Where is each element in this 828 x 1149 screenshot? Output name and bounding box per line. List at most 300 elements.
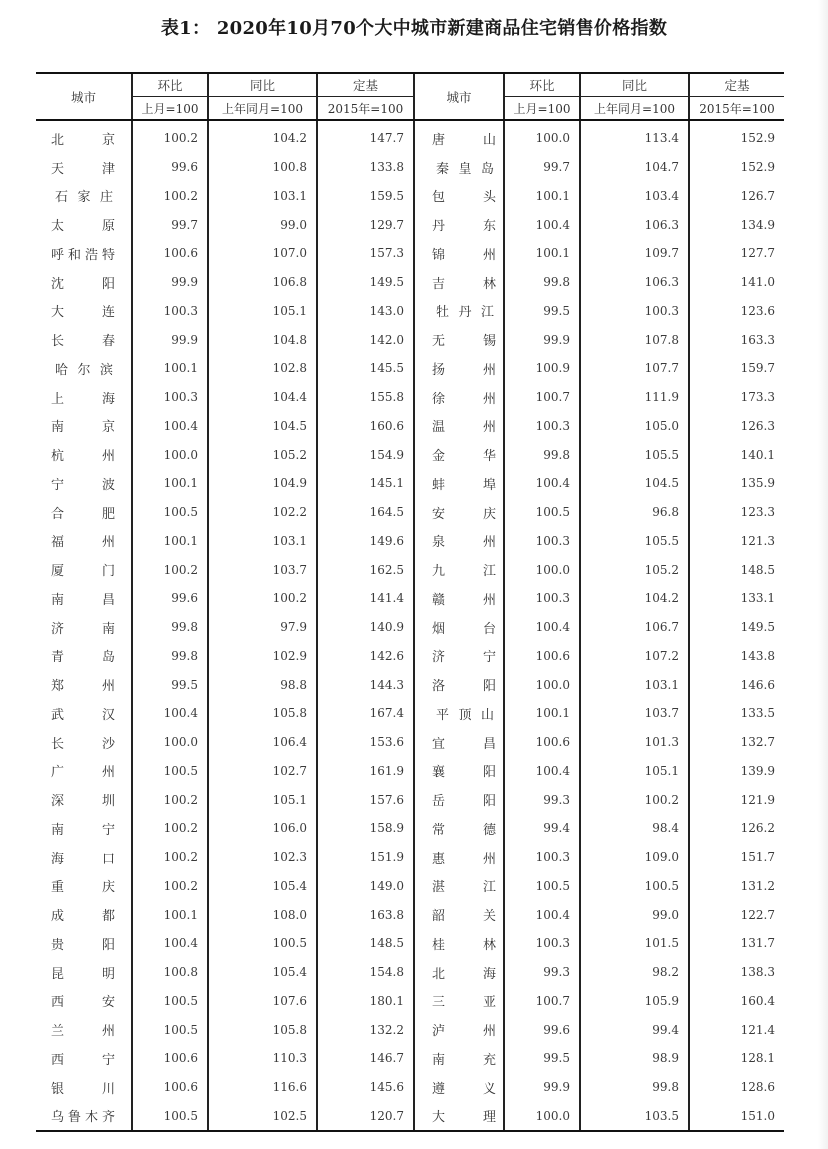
city-name: 温州 [432, 420, 496, 436]
fixed-cell-right: 128.6 [689, 1073, 784, 1102]
city-name: 烟台 [432, 621, 496, 637]
fixed-cell: 144.3 [317, 670, 414, 699]
yoy-cell: 106.0 [208, 814, 317, 843]
mom-cell-right: 100.1 [504, 182, 580, 211]
city-cell [36, 728, 132, 757]
mom-cell: 100.1 [132, 469, 208, 498]
mom-cell-right: 100.4 [504, 613, 580, 642]
yoy-cell-right: 103.5 [580, 1102, 689, 1132]
fixed-cell-right: 152.9 [689, 120, 784, 153]
city-cell [36, 469, 132, 498]
fixed-cell-right: 126.2 [689, 814, 784, 843]
mom-cell-right: 100.7 [504, 383, 580, 412]
city-name: 蚌埠 [432, 477, 496, 493]
city-name: 乌鲁木齐 [51, 1110, 115, 1126]
mom-cell: 100.8 [132, 958, 208, 987]
mom-cell-right: 100.3 [504, 412, 580, 441]
yoy-cell: 103.7 [208, 555, 317, 584]
city-name: 天津 [51, 161, 115, 177]
city-name: 无锡 [432, 334, 496, 350]
mom-cell-right: 100.0 [504, 120, 580, 153]
table-row [36, 1015, 784, 1044]
yoy-cell-right: 101.5 [580, 929, 689, 958]
yoy-cell-right: 113.4 [580, 120, 689, 153]
city-cell [36, 1044, 132, 1073]
city-cell [36, 325, 132, 354]
city-name: 海口 [51, 851, 115, 867]
yoy-cell-right: 106.7 [580, 613, 689, 642]
yoy-cell-right: 106.3 [580, 268, 689, 297]
city-name: 金华 [432, 449, 496, 465]
mom-cell: 99.7 [132, 210, 208, 239]
city-cell-right [414, 182, 504, 211]
page-edge-shadow [818, 0, 828, 1149]
yoy-cell-right: 98.4 [580, 814, 689, 843]
fixed-cell: 159.5 [317, 182, 414, 211]
fixed-cell: 149.5 [317, 268, 414, 297]
city-name: 徐州 [432, 391, 496, 407]
yoy-cell-right: 100.2 [580, 785, 689, 814]
city-name: 泉州 [432, 535, 496, 551]
city-cell-right [414, 584, 504, 613]
city-cell-right [414, 642, 504, 671]
mom-cell-right: 100.6 [504, 728, 580, 757]
city-name: 扬州 [432, 362, 496, 378]
table-row [36, 440, 784, 469]
mom-cell-right: 99.9 [504, 1073, 580, 1102]
city-name: 北海 [432, 966, 496, 982]
city-cell [36, 757, 132, 786]
mom-cell-right: 100.6 [504, 642, 580, 671]
table-row [36, 239, 784, 268]
city-name: 南京 [51, 420, 115, 436]
table-row [36, 354, 784, 383]
mom-cell: 100.4 [132, 412, 208, 441]
city-cell [36, 412, 132, 441]
city-cell-right [414, 440, 504, 469]
mom-cell-right: 100.4 [504, 757, 580, 786]
yoy-cell: 106.8 [208, 268, 317, 297]
fixed-cell: 149.6 [317, 527, 414, 556]
city-name: 泸州 [432, 1024, 496, 1040]
city-cell [36, 613, 132, 642]
city-cell-right [414, 843, 504, 872]
mom-cell-right: 100.7 [504, 987, 580, 1016]
fixed-cell: 141.4 [317, 584, 414, 613]
mom-cell-right: 99.8 [504, 268, 580, 297]
mom-cell: 100.0 [132, 440, 208, 469]
mom-cell: 100.3 [132, 297, 208, 326]
city-cell-right [414, 900, 504, 929]
fixed-cell: 154.8 [317, 958, 414, 987]
fixed-cell-right: 159.7 [689, 354, 784, 383]
city-cell [36, 239, 132, 268]
fixed-cell: 160.6 [317, 412, 414, 441]
fixed-cell-right: 149.5 [689, 613, 784, 642]
mom-cell-right: 99.6 [504, 1015, 580, 1044]
mom-cell: 99.6 [132, 584, 208, 613]
fixed-cell: 145.6 [317, 1073, 414, 1102]
yoy-cell: 100.8 [208, 153, 317, 182]
fixed-cell-right: 126.7 [689, 182, 784, 211]
mom-cell-right: 99.7 [504, 153, 580, 182]
mom-cell: 100.5 [132, 987, 208, 1016]
yoy-cell-right: 99.4 [580, 1015, 689, 1044]
city-cell-right [414, 498, 504, 527]
yoy-cell-right: 104.5 [580, 469, 689, 498]
city-name: 贵阳 [51, 937, 115, 953]
city-cell [36, 900, 132, 929]
city-cell-right [414, 1102, 504, 1132]
table-row [36, 613, 784, 642]
fixed-cell-right: 131.7 [689, 929, 784, 958]
fixed-cell: 180.1 [317, 987, 414, 1016]
mom-cell-right: 100.4 [504, 469, 580, 498]
yoy-cell-right: 100.3 [580, 297, 689, 326]
mom-cell: 100.6 [132, 239, 208, 268]
fixed-cell: 146.7 [317, 1044, 414, 1073]
city-name: 西宁 [51, 1052, 115, 1068]
city-name: 秦皇岛 [436, 161, 494, 177]
mom-cell: 100.0 [132, 728, 208, 757]
fixed-cell-right: 138.3 [689, 958, 784, 987]
city-name: 赣州 [432, 592, 496, 608]
table-row [36, 987, 784, 1016]
city-name: 福州 [51, 535, 115, 551]
yoy-cell: 116.6 [208, 1073, 317, 1102]
mom-cell-right: 99.8 [504, 440, 580, 469]
fixed-cell: 164.5 [317, 498, 414, 527]
city-name: 长春 [51, 334, 115, 350]
mom-cell-right: 100.5 [504, 872, 580, 901]
city-cell [36, 584, 132, 613]
city-name: 南充 [432, 1052, 496, 1068]
header-yoy-base-right: 上年同月=100 [580, 97, 689, 121]
city-name: 安庆 [432, 506, 496, 522]
city-name: 包头 [432, 190, 496, 206]
yoy-cell-right: 109.0 [580, 843, 689, 872]
city-cell-right [414, 412, 504, 441]
yoy-cell: 102.9 [208, 642, 317, 671]
yoy-cell: 106.4 [208, 728, 317, 757]
fixed-cell: 129.7 [317, 210, 414, 239]
city-name: 深圳 [51, 794, 115, 810]
fixed-cell-right: 163.3 [689, 325, 784, 354]
mom-cell: 100.2 [132, 120, 208, 153]
yoy-cell: 102.8 [208, 354, 317, 383]
mom-cell: 99.9 [132, 268, 208, 297]
table-row [36, 210, 784, 239]
fixed-cell-right: 133.5 [689, 699, 784, 728]
city-name: 韶关 [432, 909, 496, 925]
fixed-cell: 158.9 [317, 814, 414, 843]
city-name: 丹东 [432, 219, 496, 235]
city-name: 襄阳 [432, 765, 496, 781]
city-name: 大理 [432, 1110, 496, 1126]
fixed-cell: 148.5 [317, 929, 414, 958]
yoy-cell-right: 107.2 [580, 642, 689, 671]
fixed-cell: 145.5 [317, 354, 414, 383]
city-name: 广州 [51, 765, 115, 781]
city-cell [36, 297, 132, 326]
mom-cell-right: 99.5 [504, 297, 580, 326]
fixed-cell-right: 121.4 [689, 1015, 784, 1044]
mom-cell-right: 99.3 [504, 785, 580, 814]
city-name: 常德 [432, 822, 496, 838]
fixed-cell-right: 121.9 [689, 785, 784, 814]
header-city-right: 城市 [414, 73, 504, 120]
fixed-cell-right: 132.7 [689, 728, 784, 757]
table-row [36, 699, 784, 728]
yoy-cell-right: 109.7 [580, 239, 689, 268]
table-row [36, 555, 784, 584]
table-row [36, 872, 784, 901]
yoy-cell: 107.0 [208, 239, 317, 268]
table-row [36, 584, 784, 613]
city-cell-right [414, 527, 504, 556]
fixed-cell: 147.7 [317, 120, 414, 153]
mom-cell: 99.8 [132, 613, 208, 642]
city-name: 厦门 [51, 564, 115, 580]
city-cell-right [414, 210, 504, 239]
header-mom-right: 环比 [504, 73, 580, 97]
price-index-table [36, 72, 784, 1132]
yoy-cell: 104.8 [208, 325, 317, 354]
city-name: 太原 [51, 219, 115, 235]
city-cell [36, 843, 132, 872]
yoy-cell-right: 98.2 [580, 958, 689, 987]
mom-cell-right: 100.3 [504, 527, 580, 556]
yoy-cell: 97.9 [208, 613, 317, 642]
fixed-cell: 161.9 [317, 757, 414, 786]
yoy-cell: 105.8 [208, 699, 317, 728]
city-name: 西安 [51, 995, 115, 1011]
city-name: 重庆 [51, 880, 115, 896]
fixed-cell: 153.6 [317, 728, 414, 757]
city-cell-right [414, 929, 504, 958]
city-cell [36, 814, 132, 843]
city-name: 宜昌 [432, 736, 496, 752]
fixed-cell-right: 122.7 [689, 900, 784, 929]
city-cell-right [414, 239, 504, 268]
header-yoy-right: 同比 [580, 73, 689, 97]
yoy-cell-right: 99.0 [580, 900, 689, 929]
city-cell [36, 120, 132, 153]
fixed-cell-right: 123.3 [689, 498, 784, 527]
yoy-cell: 105.1 [208, 297, 317, 326]
city-cell-right [414, 268, 504, 297]
yoy-cell: 105.2 [208, 440, 317, 469]
fixed-cell: 157.6 [317, 785, 414, 814]
fixed-cell: 163.8 [317, 900, 414, 929]
yoy-cell-right: 105.1 [580, 757, 689, 786]
mom-cell: 100.1 [132, 527, 208, 556]
yoy-cell-right: 101.3 [580, 728, 689, 757]
city-name: 三亚 [432, 995, 496, 1011]
table-row [36, 120, 784, 153]
fixed-cell: 140.9 [317, 613, 414, 642]
yoy-cell: 105.4 [208, 872, 317, 901]
mom-cell: 100.5 [132, 498, 208, 527]
city-name: 呼和浩特 [51, 247, 115, 263]
mom-cell: 99.8 [132, 642, 208, 671]
yoy-cell: 108.0 [208, 900, 317, 929]
header-fixed-right: 定基 [689, 73, 784, 97]
mom-cell-right: 99.4 [504, 814, 580, 843]
city-name: 惠州 [432, 851, 496, 867]
table-row [36, 1044, 784, 1073]
city-name: 宁波 [51, 477, 115, 493]
city-cell-right [414, 555, 504, 584]
mom-cell-right: 100.0 [504, 1102, 580, 1132]
yoy-cell: 104.4 [208, 383, 317, 412]
city-name: 唐山 [432, 132, 496, 148]
table-row [36, 383, 784, 412]
table-row [36, 527, 784, 556]
city-cell-right [414, 728, 504, 757]
city-cell-right [414, 1073, 504, 1102]
mom-cell-right: 100.3 [504, 843, 580, 872]
yoy-cell: 104.9 [208, 469, 317, 498]
mom-cell-right: 100.0 [504, 555, 580, 584]
mom-cell: 99.6 [132, 153, 208, 182]
city-cell-right [414, 785, 504, 814]
mom-cell: 100.2 [132, 785, 208, 814]
table-row [36, 498, 784, 527]
table-row [36, 412, 784, 441]
city-cell-right [414, 958, 504, 987]
yoy-cell: 98.8 [208, 670, 317, 699]
city-cell [36, 670, 132, 699]
city-cell [36, 268, 132, 297]
fixed-cell-right: 146.6 [689, 670, 784, 699]
city-name: 南昌 [51, 592, 115, 608]
city-name: 遵义 [432, 1081, 496, 1097]
fixed-cell-right: 148.5 [689, 555, 784, 584]
city-name: 沈阳 [51, 276, 115, 292]
fixed-cell-right: 128.1 [689, 1044, 784, 1073]
mom-cell: 100.5 [132, 757, 208, 786]
city-cell-right [414, 383, 504, 412]
city-cell [36, 555, 132, 584]
yoy-cell-right: 100.5 [580, 872, 689, 901]
yoy-cell-right: 103.1 [580, 670, 689, 699]
table-row [36, 785, 784, 814]
yoy-cell: 102.2 [208, 498, 317, 527]
yoy-cell-right: 106.3 [580, 210, 689, 239]
mom-cell-right: 99.3 [504, 958, 580, 987]
mom-cell-right: 99.9 [504, 325, 580, 354]
yoy-cell-right: 105.9 [580, 987, 689, 1016]
mom-cell: 100.3 [132, 383, 208, 412]
city-cell-right [414, 153, 504, 182]
mom-cell: 100.4 [132, 929, 208, 958]
city-name: 昆明 [51, 966, 115, 982]
header-mom-base-right: 上月=100 [504, 97, 580, 121]
city-name: 兰州 [51, 1024, 115, 1040]
table-row [36, 1073, 784, 1102]
yoy-cell-right: 104.7 [580, 153, 689, 182]
city-cell [36, 210, 132, 239]
city-name: 大连 [51, 305, 115, 321]
yoy-cell: 99.0 [208, 210, 317, 239]
yoy-cell: 103.1 [208, 527, 317, 556]
mom-cell: 100.6 [132, 1044, 208, 1073]
fixed-cell: 151.9 [317, 843, 414, 872]
city-cell [36, 383, 132, 412]
fixed-cell-right: 126.3 [689, 412, 784, 441]
mom-cell: 100.4 [132, 699, 208, 728]
mom-cell: 100.2 [132, 182, 208, 211]
yoy-cell-right: 105.2 [580, 555, 689, 584]
city-name: 洛阳 [432, 679, 496, 695]
header-fixed-base-right: 2015年=100 [689, 97, 784, 121]
city-cell-right [414, 354, 504, 383]
city-cell [36, 958, 132, 987]
mom-cell: 99.5 [132, 670, 208, 699]
mom-cell: 100.1 [132, 354, 208, 383]
mom-cell-right: 100.5 [504, 498, 580, 527]
yoy-cell: 105.8 [208, 1015, 317, 1044]
yoy-cell-right: 98.9 [580, 1044, 689, 1073]
fixed-cell-right: 140.1 [689, 440, 784, 469]
yoy-cell: 102.5 [208, 1102, 317, 1132]
city-name: 平顶山 [436, 707, 494, 723]
mom-cell-right: 100.0 [504, 670, 580, 699]
fixed-cell-right: 139.9 [689, 757, 784, 786]
header-fixed: 定基 [317, 73, 414, 97]
fixed-cell-right: 151.7 [689, 843, 784, 872]
city-cell-right [414, 613, 504, 642]
yoy-cell: 102.7 [208, 757, 317, 786]
city-cell-right [414, 325, 504, 354]
yoy-cell: 100.5 [208, 929, 317, 958]
city-name: 济宁 [432, 650, 496, 666]
fixed-cell: 145.1 [317, 469, 414, 498]
city-name: 锦州 [432, 247, 496, 263]
fixed-cell-right: 152.9 [689, 153, 784, 182]
table-row [36, 757, 784, 786]
table-row [36, 153, 784, 182]
city-cell [36, 699, 132, 728]
yoy-cell-right: 107.8 [580, 325, 689, 354]
yoy-cell: 104.2 [208, 120, 317, 153]
fixed-cell: 142.0 [317, 325, 414, 354]
city-cell-right [414, 987, 504, 1016]
table-row [36, 325, 784, 354]
city-name: 桂林 [432, 937, 496, 953]
mom-cell-right: 100.3 [504, 584, 580, 613]
city-name: 成都 [51, 909, 115, 925]
fixed-cell: 143.0 [317, 297, 414, 326]
mom-cell-right: 100.9 [504, 354, 580, 383]
fixed-cell: 167.4 [317, 699, 414, 728]
yoy-cell: 104.5 [208, 412, 317, 441]
city-name: 北京 [51, 132, 115, 148]
city-name: 九江 [432, 564, 496, 580]
yoy-cell-right: 105.5 [580, 527, 689, 556]
city-name: 哈尔滨 [55, 362, 113, 378]
city-cell [36, 642, 132, 671]
yoy-cell-right: 103.7 [580, 699, 689, 728]
city-cell [36, 153, 132, 182]
city-name: 郑州 [51, 679, 115, 695]
city-name: 湛江 [432, 880, 496, 896]
city-cell [36, 872, 132, 901]
fixed-cell-right: 160.4 [689, 987, 784, 1016]
mom-cell: 100.2 [132, 555, 208, 584]
city-name: 银川 [51, 1081, 115, 1097]
